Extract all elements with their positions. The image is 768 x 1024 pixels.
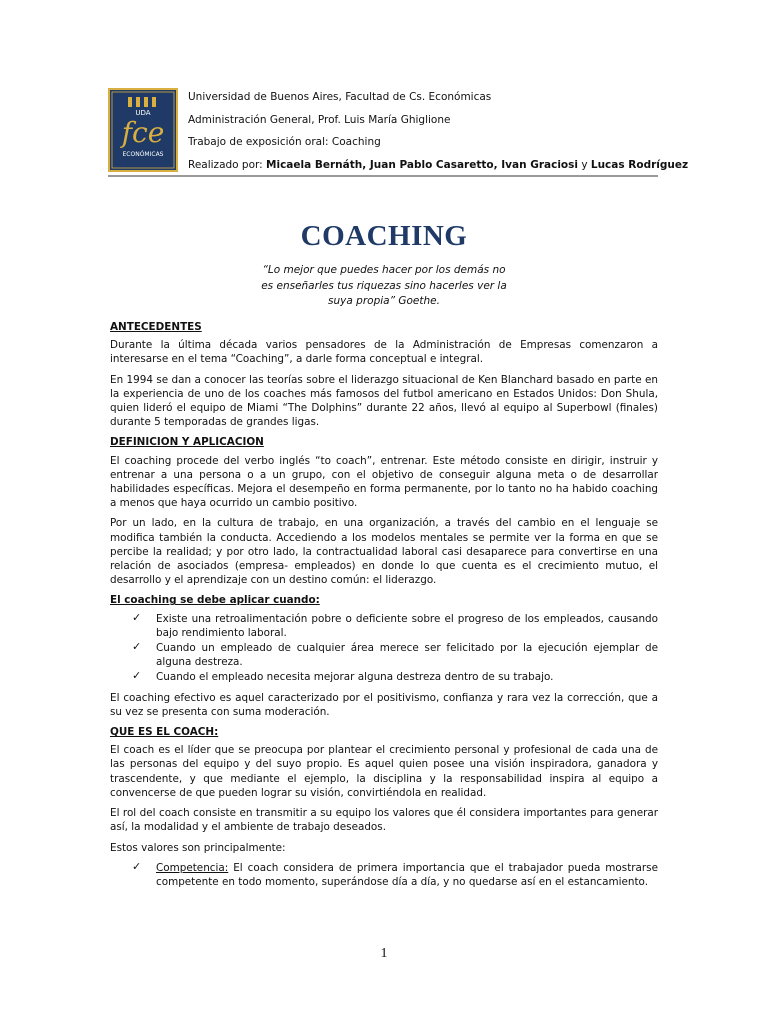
page-number: 1 — [380, 946, 388, 961]
quote-line: es enseñarles tus riquezas sino hacerles ver la — [261, 279, 507, 292]
list-item — [110, 641, 658, 669]
list-item — [110, 612, 658, 640]
section-heading-aplicar: El coaching se debe aplicar cuando: — [110, 594, 320, 607]
list-item-text: Cuando el empleado necesita mejorar alguna destreza dentro de su trabajo. — [156, 671, 554, 684]
paragraph: Por un lado, en la cultura de trabajo, en una organización, a través del cambio en el lenguaje se modifica también la conducta. Accediendo a los modelos mentales se permite ver la forma en que se percibe la realidad; y por otro lado, la contractualidad laboral casi desaparece para convertirse en una relación de asociados (empresa- empleados) en donde lo que cuenta es el crecimiento mutuo, el desarrollo y el aprendizaje con un destino común: el liderazgo. — [110, 517, 658, 587]
checkmark-icon: ✓ — [132, 859, 142, 873]
logo-economicas-text: ECONÓMICAS — [122, 151, 164, 158]
list-item — [110, 670, 658, 684]
paragraph: El coach es el líder que se preocupa por plantear el crecimiento personal y profesional de cada una de las personas del equipo y del suyo propio. Es aquel quien posee una visión inspiradora, ganadora y trascendente, y que mediante el ejemplo, la disciplina y la responsabilidad inspira al equipo a convencerse de que pueden lograr su visión, convirtiéndola en realidad. — [110, 744, 658, 799]
document-header — [108, 80, 689, 176]
fce-logo — [108, 88, 178, 172]
list-item-text: Cuando un empleado de cualquier área merece ser felicitado por la ejecución ejemplar de alguna destreza. — [156, 642, 658, 669]
paragraph: Durante la última década varios pensadores de la Administración de Empresas comenzaron a interesarse en el tema “Coaching”, a darle forma conceptual e integral. — [110, 339, 658, 366]
value-text: El coach considera de primera importancia que el trabajador pueda mostrarse competente en todo momento, superándose día a día, y no quedarse así en el estancamiento. — [156, 861, 658, 888]
quote-line: suya propia” Goethe. — [328, 295, 440, 307]
paragraph: Estos valores son principalmente: — [110, 841, 286, 854]
header-authors-last: Lucas Rodríguez — [590, 158, 689, 171]
checklist — [110, 612, 658, 685]
section-heading-antecedentes: ANTECEDENTES — [110, 321, 202, 333]
document-body — [110, 320, 658, 895]
header-text-block — [188, 86, 689, 176]
section-heading-coach: QUE ES EL COACH: — [110, 726, 219, 739]
list-item-text: Existe una retroalimentación pobre o deficiente sobre el progreso de los empleados, causando bajo rendimiento laboral. — [156, 612, 658, 639]
paragraph: El coaching efectivo es aquel caracterizado por el positivismo, confianza y rara vez la corrección, que a su vez se presenta con suma moderación. — [110, 691, 658, 718]
header-authors-prefix: Realizado por: — [188, 158, 267, 171]
value-label: Competencia: — [156, 861, 229, 874]
header-university: Universidad de Buenos Aires, Facultad de Cs. Económicas — [188, 91, 492, 103]
checkmark-icon: ✓ — [132, 669, 142, 683]
header-course: Administración General, Prof. Luis María Ghiglione — [188, 113, 451, 126]
paragraph: El rol del coach consiste en transmitir a su equipo los valores que él considera importantes para generar así, la modalidad y el ambiente de trabajo deseados. — [110, 807, 658, 834]
quote-line: “Lo mejor que puedes hacer por los demás no — [262, 264, 506, 276]
header-authors-names: Micaela Bernáth, Juan Pablo Casaretto, Ivan Graciosi — [266, 158, 578, 171]
epigraph-quote — [0, 263, 768, 310]
header-authors-and: y — [578, 158, 591, 171]
section-heading-definicion: DEFINICION Y APLICACION — [110, 436, 264, 449]
values-list — [110, 861, 658, 889]
checkmark-icon: ✓ — [132, 640, 142, 654]
checkmark-icon: ✓ — [132, 610, 142, 624]
header-divider — [108, 175, 658, 177]
list-item — [110, 861, 658, 889]
paragraph: El coaching procede del verbo inglés “to coach”, entrenar. Este método consiste en dirigir, instruir y entrenar a una persona o a un grupo, con el objetivo de conseguir alguna meta o de desarrollar habilidades específicas. Mejora el desempeño en forma permanente, por lo tanto no ha habido coaching a menos que haya ocurrido un cambio positivo. — [110, 454, 658, 510]
header-authors — [188, 154, 689, 177]
logo-uda-text: UDA — [135, 109, 151, 117]
logo-fce-text: fce — [121, 116, 165, 149]
document-title: COACHING — [300, 220, 468, 252]
paragraph: En 1994 se dan a conocer las teorías sobre el liderazgo situacional de Ken Blanchard basado en parte en la experiencia de uno de los coaches más famosos del futbol americano en Estados Unidos: Don Shula, quien lideró el equipo de Miami “The Dolphins” durante 22 años, llevó al equipo al Superbowl (finales) durante 5 temporadas de grandes ligas. — [110, 373, 658, 429]
header-assignment: Trabajo de exposición oral: Coaching — [188, 136, 381, 149]
